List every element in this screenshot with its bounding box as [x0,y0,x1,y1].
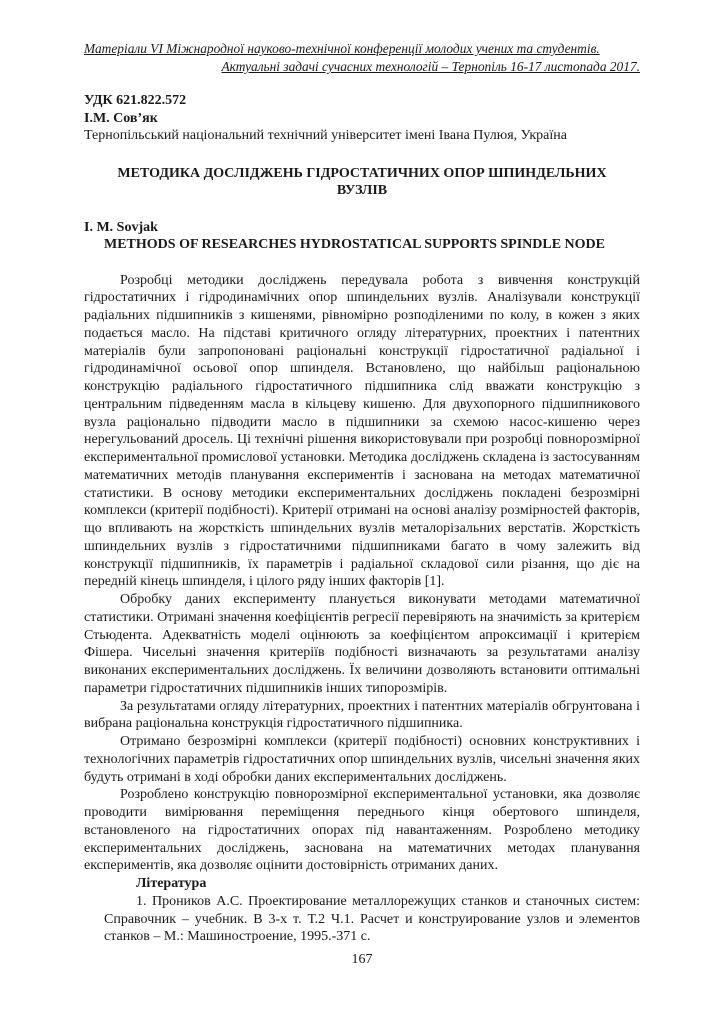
page-number: 167 [351,952,373,967]
body-paragraph: Обробку даних експерименту планується виконувати методами математичної статистики. Отримані значення коефіцієнтів регресії перевіряють на значимість за критерієм Стьюдента. Адекватність моделі оцінюють за коефіцієнтом апроксимації і критерієм Фішера. Чисельні значення критеріїв подібності визначають за результатами аналізу виконаних експериментальних досліджень. Їх величини дозволяють встановити оптимальні параметри гідростатичних підшипників інших типорозмірів. [84,592,640,696]
body-paragraph: За результатами огляду літературних, проектних і патентних матеріалів обгрунтована і вибрана раціональна конструкція гідростатичного підшипника. [84,698,640,732]
header-conference-line: Матеріали VІ Міжнародної науково-технічної конференції молодих учених та студентів. [84,41,600,56]
paper-page [84,40,640,946]
body-paragraph: Отримано безрозмірні комплекси (критерії подібності) основних конструктивних і технологічних параметрів гідростатичних опор шпиндельних вузлів, чисельні значення яких будуть отримані в ході обробки даних експериментальних досліджень. [84,734,640,785]
author-affiliation: Тернопільський національний технічний університет імені Івана Пулюя, Україна [84,128,567,143]
running-header [84,40,640,76]
body-paragraph: Розробці методики досліджень передувала робота з вивчення конструкцій гідростатичних і гідродинамічних опор шпиндельних вузлів. Аналізували конструкції радіальних підшипників з кишенями, рівномірно розподіленими по колу, в кожен з яких подається масло. На підставі критичного огляду літературних, проектних і патентних матеріалів були запропоновані раціональні конструкції гідростатичної радіальної і гідродинамічної осьової опор шпинделя. Встановлено, що найбільш раціональною конструкцію радіального гідростатичного підшипника слід вважати конструкцію з центральним підведенням масла в кільцеву кишеню. Для двухопорного підшипникового вузла раціонально підводити масло в підшипники за схемою насос-кишеню через нерегульований дросель. Ці технічні рішення використовували при розробці повнорозмірної експериментальної промислової установки. Методика досліджень складена із застосуванням математичних методів планування експериментів і заснована на методах математичної статистики. В основу методики експериментальних досліджень покладені безрозмірні комплекси (критерії подібності). Критерії отримані на основі аналізу розмірностей факторів, що впливають на жорсткість шпиндельних вузлів металорізальних верстатів. Жорсткість шпиндельних вузлів з гідростатичними підшипниками багато в чому залежить від конструкції підшипників, їх параметрів і радіальної складової сили різання, що діє на передній кінець шпинделя, і цілого ряду інших факторів [1]. [84,272,640,590]
article-meta [84,92,640,145]
author-name: І.М. Сов’як [84,110,158,126]
header-venue-line: Актуальні задачі сучасних технологій – Тернопіль 16-17 листопада 2017. [221,59,640,74]
reference-item: 1. Проников А.С. Проектирование металлорежущих станков и станочных систем: Справочник – учебник. В 3-х т. Т.2 Ч.1. Расчет и конструирование узлов и элементов станков – М.: Машиностроение, 1995.-371 с. [104,893,640,945]
udk-code: УДК 621.822.572 [84,93,187,108]
body-paragraph: Розроблено конструкцію повнорозмірної експериментальної установки, яка дозволяє проводити вимірювання переміщення переднього кінця обертового шпинделя, встановленого на гідростатичних опорах під навантаженням. Розроблено методику експериментальних досліджень, заснована на математичних методах планування експериментів, яка дозволяє оцінити достовірність отриманих даних. [84,787,640,874]
english-author: I. M. Sovjak [84,219,158,235]
article-title: МЕТОДИКА ДОСЛІДЖЕНЬ ГІДРОСТАТИЧНИХ ОПОР ШПИНДЕЛЬНИХ ВУЗЛІВ [117,165,607,198]
english-title: METHODS OF RESEARCHES HYDROSTATICAL SUPPORTS SPINDLE NODE [104,237,606,252]
article-body [84,272,640,947]
references-heading: Література [136,876,207,891]
